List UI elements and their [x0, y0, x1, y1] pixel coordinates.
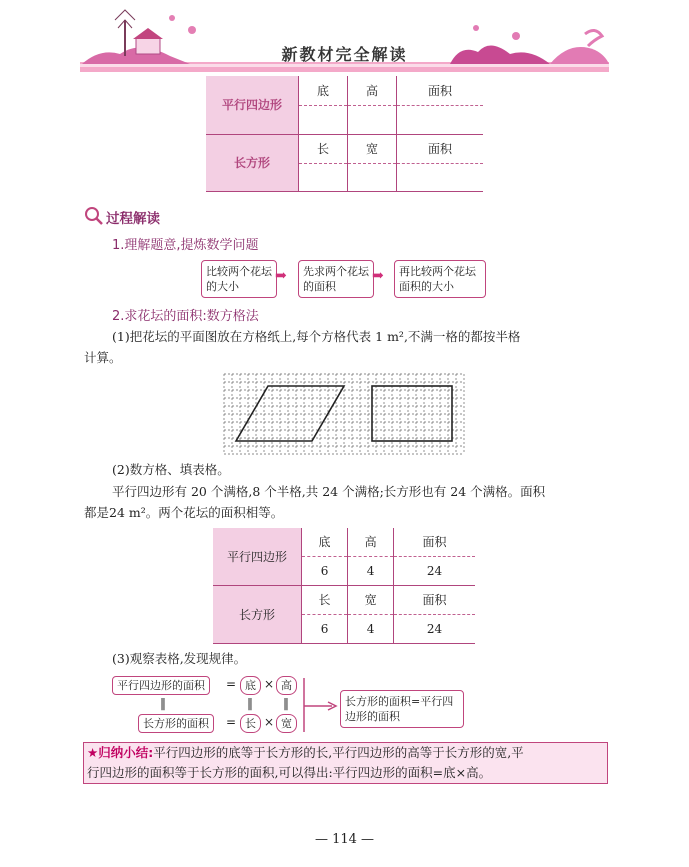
parallel-sign: ‖ — [283, 696, 289, 710]
table2-cell: 长 — [302, 585, 348, 614]
table1-row1-label: 平行四边形 — [206, 76, 299, 134]
filled-table — [213, 528, 475, 644]
table2-cell: 底 — [302, 528, 348, 556]
summary-text: 行四边形的面积等于长方形的面积,可以得出:平行四边形的面积=底×高。 — [87, 765, 492, 780]
table2-cell: 6 — [302, 614, 348, 643]
summary-label: ★归纳小结: — [87, 745, 154, 760]
table1-cell: 面积 — [396, 134, 483, 163]
grid-figure — [220, 372, 468, 456]
rule-top-label: 平行四边形的面积 — [112, 676, 210, 695]
table2-cell: 24 — [394, 556, 475, 585]
rule-bottom-label: 长方形的面积 — [138, 714, 214, 733]
brace-arrow-icon — [300, 676, 340, 736]
paragraph: 都是24 m²。两个花坛的面积相等。 — [84, 505, 284, 520]
header-title: 新教材完全解读 — [281, 45, 408, 64]
paragraph: 平行四边形有 20 个满格,8 个半格,共 24 个满格;长方形也有 24 个满格。面积 — [112, 484, 546, 499]
paragraph: 计算。 — [84, 350, 122, 365]
step2-heading: 2.求花坛的面积:数方格法 — [112, 309, 259, 324]
table1-cell — [396, 105, 483, 134]
empty-table — [206, 76, 483, 192]
table2-cell: 面积 — [394, 528, 475, 556]
table1-cell: 长 — [299, 134, 348, 163]
table1-cell — [347, 105, 396, 134]
paragraph: (1)把花坛的平面图放在方格纸上,每个方格代表 1 m²,不满一格的都按半格 — [112, 329, 521, 344]
rule-top-a: 底 — [240, 676, 261, 695]
rule-bottom-b: 宽 — [276, 714, 297, 733]
table1-cell: 底 — [299, 76, 348, 105]
magnifier-icon — [84, 206, 104, 226]
times-sign: × — [264, 715, 275, 729]
step1-heading: 1.理解题意,提炼数学问题 — [112, 238, 259, 253]
table1-cell — [299, 163, 348, 191]
table1-row2-label: 长方形 — [206, 134, 299, 191]
paragraph: (3)观察表格,发现规律。 — [112, 651, 247, 666]
table1-cell: 宽 — [347, 134, 396, 163]
parallel-sign: ‖ — [160, 696, 166, 710]
parallel-sign: ‖ — [247, 696, 253, 710]
paragraph: (2)数方格、填表格。 — [112, 462, 230, 477]
table2-cell: 6 — [302, 556, 348, 585]
rule-bottom-a: 长 — [240, 714, 261, 733]
table1-cell — [299, 105, 348, 134]
flow-box-2: 先求两个花坛的面积 — [298, 260, 374, 298]
summary-box — [83, 742, 608, 784]
table1-cell — [396, 163, 483, 191]
process-heading: 过程解读 — [106, 211, 160, 227]
flow-box-3: 再比较两个花坛面积的大小 — [394, 260, 486, 298]
page-number: — 114 — — [314, 832, 375, 847]
equals-sign: = — [226, 677, 237, 691]
equals-sign: = — [226, 715, 237, 729]
table2-cell: 面积 — [394, 585, 475, 614]
arrow-right-icon: ➡ — [275, 268, 287, 284]
table1-cell: 高 — [347, 76, 396, 105]
rule-result: 长方形的面积=平行四边形的面积 — [340, 690, 464, 728]
times-sign: × — [264, 677, 275, 691]
table2-row2-label: 长方形 — [213, 585, 302, 643]
summary-text: 平行四边形的底等于长方形的长,平行四边形的高等于长方形的宽,平 — [153, 745, 524, 760]
table1-cell — [347, 163, 396, 191]
arrow-right-icon: ➡ — [372, 268, 384, 284]
rule-top-b: 高 — [276, 676, 297, 695]
table2-cell: 高 — [348, 528, 394, 556]
table2-row1-label: 平行四边形 — [213, 528, 302, 585]
table2-cell: 4 — [348, 556, 394, 585]
table2-cell: 宽 — [348, 585, 394, 614]
table1-cell: 面积 — [396, 76, 483, 105]
table2-cell: 4 — [348, 614, 394, 643]
table2-cell: 24 — [394, 614, 475, 643]
flow-box-1: 比较两个花坛的大小 — [201, 260, 277, 298]
